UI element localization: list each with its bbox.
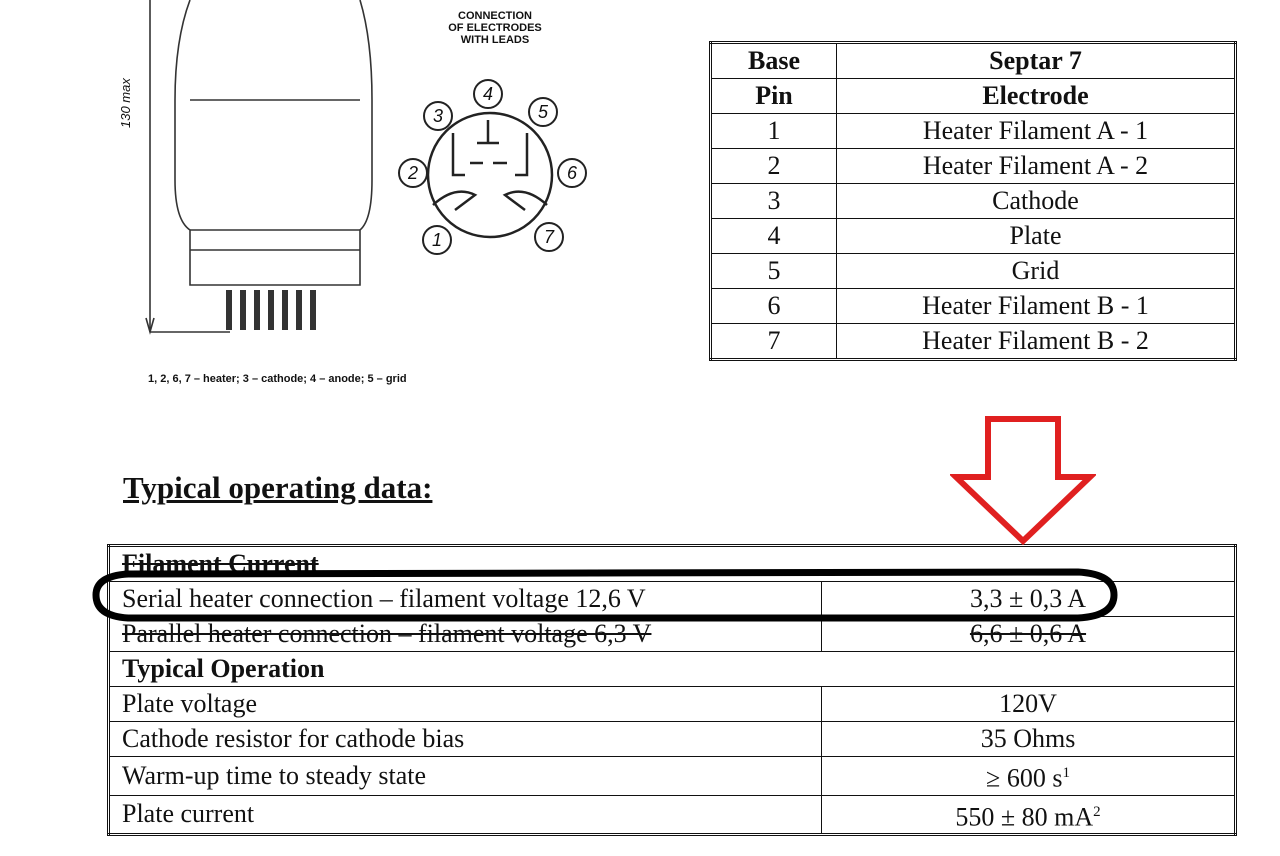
connection-title-line: CONNECTION xyxy=(458,10,532,22)
red-down-arrow-icon xyxy=(950,415,1096,547)
value-cell xyxy=(822,757,1236,796)
pin-number-label: 6 xyxy=(566,163,578,183)
highlight-oval-marker xyxy=(88,566,1120,624)
table-header-row xyxy=(711,43,1236,79)
pin-number-label: 5 xyxy=(537,102,549,122)
parameter-cell: Parallel heater connection – filament voltage 6,3 V xyxy=(109,617,822,652)
value-cell xyxy=(822,795,1236,835)
pin-cell: 6 xyxy=(711,289,837,324)
value-cell: 35 Ohms xyxy=(822,722,1236,757)
value-cell: 3,3 ± 0,3 A xyxy=(822,582,1236,617)
filament-section-label: Filament Current xyxy=(109,546,1236,582)
electrode-cell: Grid xyxy=(837,254,1236,289)
value-cell: 6,6 ± 0,6 A xyxy=(822,617,1236,652)
pin-cell: 1 xyxy=(711,114,837,149)
table-row xyxy=(109,722,1236,757)
pin-cell: 4 xyxy=(711,219,837,254)
connection-title-line: WITH LEADS xyxy=(460,34,530,46)
pin-cell: 7 xyxy=(711,324,837,360)
electrode-legend-note: 1, 2, 6, 7 – heater; 3 – cathode; 4 – anode; 5 – grid xyxy=(148,373,407,385)
header-cell: Electrode xyxy=(837,79,1236,114)
parameter-cell: Serial heater connection – filament voltage 12,6 V xyxy=(109,582,822,617)
table-row xyxy=(711,254,1236,289)
pin-cell: 3 xyxy=(711,184,837,219)
pin-number-label: 4 xyxy=(482,84,494,104)
base-pin-diagram xyxy=(395,75,595,265)
footnote-marker: 1 xyxy=(1062,765,1070,781)
electrode-cell: Heater Filament B - 2 xyxy=(837,324,1236,360)
value-cell: 120V xyxy=(822,687,1236,722)
electrode-cell: Heater Filament B - 1 xyxy=(837,289,1236,324)
table-row xyxy=(711,324,1236,360)
header-cell: Base xyxy=(711,43,837,79)
electrode-cell: Plate xyxy=(837,219,1236,254)
section-row xyxy=(109,652,1236,687)
connection-title xyxy=(420,10,570,46)
pin-number-label: 3 xyxy=(432,106,444,126)
footnote-marker: 2 xyxy=(1093,803,1101,820)
section-heading: Typical operating data: xyxy=(123,470,433,505)
table-header-row xyxy=(711,79,1236,114)
electrode-cell: Cathode xyxy=(837,184,1236,219)
pin-electrode-table xyxy=(709,41,1237,361)
pin-number-label: 1 xyxy=(431,230,443,250)
table-row xyxy=(711,184,1236,219)
table-row xyxy=(109,757,1236,796)
table-row xyxy=(711,289,1236,324)
pin-number-label: 7 xyxy=(543,227,555,247)
value-text: 550 ± 80 mA xyxy=(955,802,1094,832)
typical-section-label: Typical Operation xyxy=(109,652,1236,687)
electrode-cell: Heater Filament A - 2 xyxy=(837,149,1236,184)
table-row xyxy=(711,219,1236,254)
pin-number-label: 2 xyxy=(407,163,419,183)
table-row xyxy=(711,149,1236,184)
table-row xyxy=(109,687,1236,722)
table-row xyxy=(711,114,1236,149)
header-cell: Pin xyxy=(711,79,837,114)
parameter-cell: Plate voltage xyxy=(109,687,822,722)
pin-cell: 2 xyxy=(711,149,837,184)
header-cell: Septar 7 xyxy=(837,43,1236,79)
parameter-cell: Warm-up time to steady state xyxy=(109,757,822,796)
value-text: ≥ 600 s xyxy=(986,763,1063,793)
electrode-cell: Heater Filament A - 1 xyxy=(837,114,1236,149)
dimension-label: 130 max xyxy=(118,78,133,128)
connection-title-line: OF ELECTRODES xyxy=(448,22,542,34)
pin-cell: 5 xyxy=(711,254,837,289)
parameter-cell: Plate current xyxy=(109,795,822,835)
table-row xyxy=(109,795,1236,835)
parameter-cell: Cathode resistor for cathode bias xyxy=(109,722,822,757)
